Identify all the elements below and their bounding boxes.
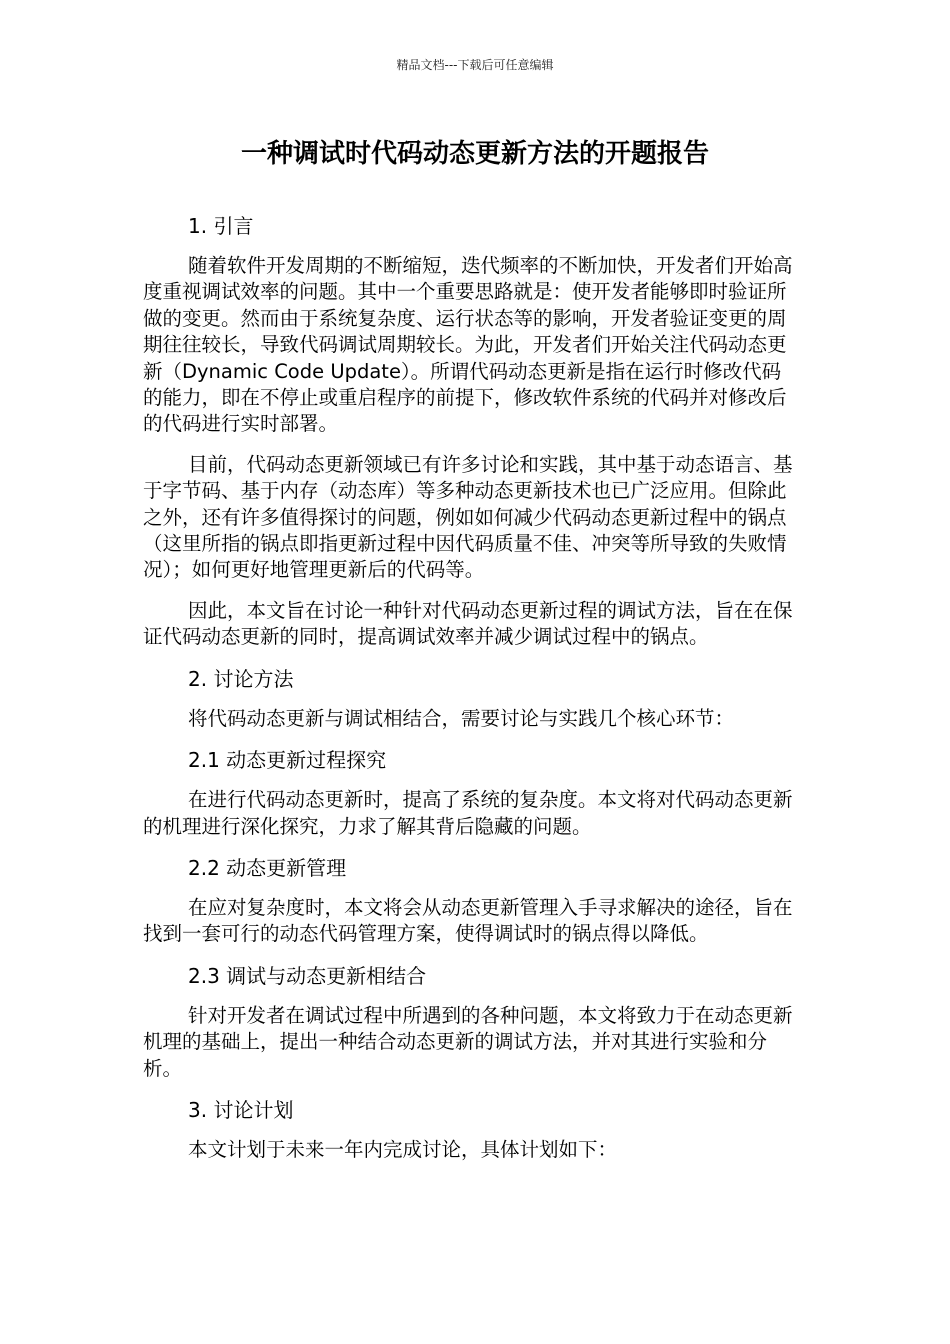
section-heading-plan: 3. 讨论计划 [188,1097,294,1122]
plan-paragraph-1: 本文计划于未来一年内完成讨论，具体计划如下： [188,1137,618,1161]
subsection-heading-2-2: 2.2 动态更新管理 [188,855,347,880]
document-title: 一种调试时代码动态更新方法的开题报告 [240,139,709,169]
subsection-paragraph-2-2: 在应对复杂度时，本文将会从动态更新管理入手寻求解决的途径，旨在找到一套可行的动态代码管理方案，使得调试时的锅点得以降低。 [143,895,793,946]
subsection-paragraph-2-3: 针对开发者在调试过程中所遇到的各种问题，本文将致力于在动态更新机理的基础上，提出一种结合动态更新的调试方法，并对其进行实验和分析。 [143,1003,793,1080]
document-body [143,212,793,1177]
subsection-heading-2-3: 2.3 调试与动态更新相结合 [188,963,427,988]
intro-paragraph-2: 目前，代码动态更新领域已有许多讨论和实践，其中基于动态语言、基于字节码、基于内存（动态库）等多种动态更新技术也已广泛应用。但除此之外，还有许多值得探讨的问题，例如如何减少代码动态更新过程中的锅点（这里所指的锅点即指更新过程中因代码质量不佳、冲突等所导致的失败情况）；如何更好地管理更新后的代码等。 [143,452,793,582]
header-note: 精品文档---下载后可任意编辑 [396,58,554,72]
intro-paragraph-1: 随着软件开发周期的不断缩短，迭代频率的不断加快，开发者们开始高度重视调试效率的问题。其中一个重要思路就是：使开发者能够即时验证所做的变更。然而由于系统复杂度、运行状态等的影响，开发者验证变更的周期往往较长，导致代码调试周期较长。为此，开发者们开始关注代码动态更新（Dynamic Code Update）。所谓代码动态更新是指在运行时修改代码的能力，即在不停止或重启程序的前提下，修改软件系统的代码并对修改后的代码进行实时部署。 [143,254,793,436]
intro-paragraph-3: 因此，本文旨在讨论一种针对代码动态更新过程的调试方法，旨在在保证代码动态更新的同时，提高调试效率并减少调试过程中的锅点。 [143,598,793,649]
section-heading-method: 2. 讨论方法 [188,666,294,691]
subsection-paragraph-2-1: 在进行代码动态更新时，提高了系统的复杂度。本文将对代码动态更新的机理进行深化探究，力求了解其背后隐藏的问题。 [143,788,793,838]
section-heading-intro: 1. 引言 [188,214,254,238]
subsection-heading-2-1: 2.1 动态更新过程探究 [188,748,387,773]
method-paragraph-1: 将代码动态更新与调试相结合，需要讨论与实践几个核心环节： [188,706,735,730]
